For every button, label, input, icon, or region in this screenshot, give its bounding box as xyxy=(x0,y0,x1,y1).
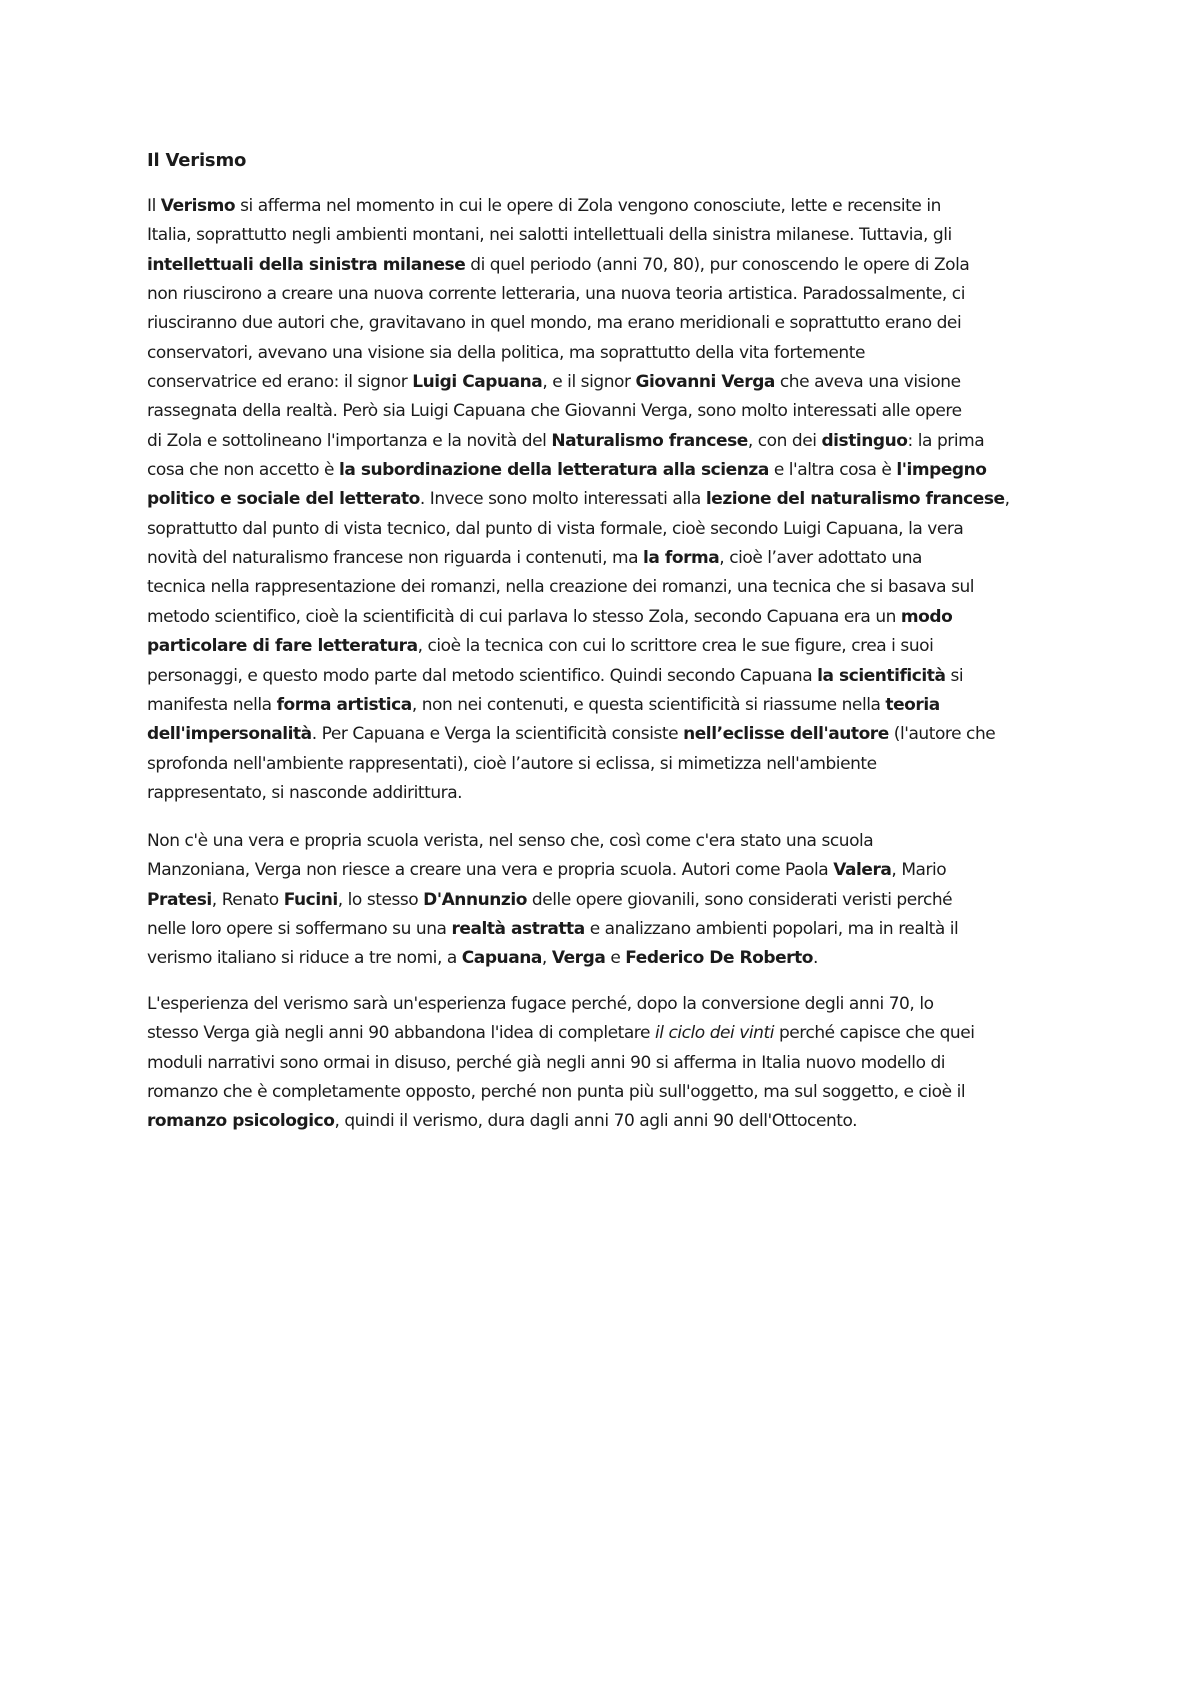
text-line xyxy=(147,750,1077,779)
text-line xyxy=(147,221,1077,250)
text-line xyxy=(147,544,1077,573)
bold-text: Fucini xyxy=(283,889,338,910)
bold-text: Giovanni Verga xyxy=(635,372,775,393)
paragraph-1 xyxy=(147,192,1077,808)
text-run: , Mario xyxy=(891,860,947,881)
text-run: , non nei contenuti, e questa scientificità si riassume nella xyxy=(411,694,886,715)
bold-text: Verismo xyxy=(160,196,236,216)
bold-text: modo xyxy=(900,606,953,627)
text-run: si afferma nel momento in cui le opere di Zola vengono conosciute, lette e recensite in xyxy=(235,196,941,216)
text-run: . Per Capuana e Verga la scientificità consiste xyxy=(311,724,684,745)
text-run: riusciranno due autori che, gravitavano in quel mondo, ma erano meridionali e soprattutto erano dei xyxy=(147,313,962,334)
text-run: manifesta nella xyxy=(147,694,277,715)
text-line xyxy=(147,915,1077,944)
text-run: conservatrice ed erano: il signor xyxy=(147,372,413,393)
text-line xyxy=(147,515,1077,544)
text-run: rassegnata della realtà. Però sia Luigi Capuana che Giovanni Verga, sono molto interessati alle opere xyxy=(147,401,962,422)
text-line xyxy=(147,1107,1077,1136)
text-line xyxy=(147,485,1077,514)
text-run: tecnica nella rappresentazione dei romanzi, nella creazione dei romanzi, una tecnica che si basava sul xyxy=(147,577,975,598)
text-line xyxy=(147,632,1077,661)
text-run: e l'altra cosa è xyxy=(768,460,897,481)
text-line xyxy=(147,339,1077,368)
text-run: (l'autore che xyxy=(888,724,996,745)
text-run: moduli narrativi sono ormai in disuso, perché già negli anni 90 si afferma in Italia nuovo modello di xyxy=(147,1052,946,1073)
text-run: nelle loro opere si soffermano su una xyxy=(147,919,452,940)
bold-text: Verga xyxy=(551,948,606,969)
bold-text: realtà astratta xyxy=(451,919,585,940)
text-run: delle opere giovanili, sono considerati veristi perché xyxy=(526,889,953,910)
bold-text: Luigi Capuana xyxy=(412,372,543,393)
text-line xyxy=(147,251,1077,280)
text-run: , cioè l’aver adottato una xyxy=(719,548,922,569)
text-line xyxy=(147,827,1077,856)
text-run: soprattutto dal punto di vista tecnico, dal punto di vista formale, cioè secondo Luigi Capuana, la vera xyxy=(147,518,964,539)
text-run: , con dei xyxy=(747,430,822,451)
text-run: Manzoniana, Verga non riesce a creare una vera e propria scuola. Autori come Paola xyxy=(147,860,834,881)
text-line xyxy=(147,944,1077,973)
text-run: Il xyxy=(147,196,161,216)
text-run: personaggi, e questo modo parte dal metodo scientifico. Quindi secondo Capuana xyxy=(147,665,818,686)
text-run: stesso Verga già negli anni 90 abbandona l'idea di completare xyxy=(147,1023,655,1044)
text-run: e xyxy=(605,948,626,969)
text-run: . Invece sono molto interessati alla xyxy=(419,489,706,510)
bold-text: D'Annunzio xyxy=(423,889,527,910)
text-run: , xyxy=(1004,489,1010,510)
text-line xyxy=(147,192,1077,221)
bold-text: Capuana xyxy=(461,948,542,969)
paragraph-3 xyxy=(147,990,1077,1137)
bold-text: nell’eclisse dell'autore xyxy=(683,724,889,745)
bold-text: Federico De Roberto xyxy=(625,948,814,969)
bold-text: la subordinazione della letteratura alla scienza xyxy=(338,460,769,481)
text-line xyxy=(147,456,1077,485)
text-run: cosa che non accetto è xyxy=(147,460,339,481)
text-run: , xyxy=(541,948,552,969)
text-run: che aveva una visione xyxy=(774,372,961,393)
text-run: metodo scientifico, cioè la scientificità di cui parlava lo stesso Zola, secondo Capuana era un xyxy=(147,606,901,627)
text-line xyxy=(147,1019,1077,1048)
paragraph-2 xyxy=(147,827,1077,974)
text-run: romanzo che è completamente opposto, perché non punta più sull'oggetto, ma sul soggetto, e cioè il xyxy=(147,1082,966,1103)
text-run: . xyxy=(813,948,818,969)
document-page xyxy=(147,0,1067,1698)
bold-text: intellettuali della sinistra milanese xyxy=(147,254,466,275)
text-line xyxy=(147,720,1077,749)
text-run: perché capisce che quei xyxy=(773,1023,975,1044)
text-line xyxy=(147,1049,1077,1078)
document-title: Il Verismo xyxy=(147,150,247,171)
text-run: L'esperienza del verismo sarà un'esperienza fugace perché, dopo la conversione degli anni 70, lo xyxy=(147,994,934,1014)
text-line xyxy=(147,662,1077,691)
text-run: , Renato xyxy=(211,889,284,910)
text-run: e analizzano ambienti popolari, ma in realtà il xyxy=(584,919,959,940)
text-line xyxy=(147,990,1077,1019)
text-run: : la prima xyxy=(907,430,985,451)
bold-text: Naturalismo francese xyxy=(551,430,748,451)
text-run: sprofonda nell'ambiente rappresentati), cioè l’autore si eclissa, si mimetizza nell'ambiente xyxy=(147,753,877,774)
text-run: Italia, soprattutto negli ambienti montani, nei salotti intellettuali della sinistra milanese. Tuttavia, gli xyxy=(147,225,952,246)
text-line xyxy=(147,691,1077,720)
text-line xyxy=(147,280,1077,309)
text-line xyxy=(147,856,1077,885)
text-run: non riuscirono a creare una nuova corrente letteraria, una nuova teoria artistica. Paradossalmente, ci xyxy=(147,284,965,305)
text-run: verismo italiano si riduce a tre nomi, a xyxy=(147,948,462,969)
text-run: si xyxy=(945,665,964,686)
text-run: , quindi il verismo, dura dagli anni 70 agli anni 90 dell'Ottocento. xyxy=(334,1111,858,1132)
bold-text: distinguo xyxy=(821,430,908,451)
text-run: di quel periodo (anni 70, 80), pur conoscendo le opere di Zola xyxy=(465,254,970,275)
bold-text: dell'impersonalità xyxy=(147,724,312,745)
bold-text: teoria xyxy=(885,694,940,715)
text-line xyxy=(147,886,1077,915)
bold-text: politico e sociale del letterato xyxy=(147,489,420,510)
text-run: conservatori, avevano una visione sia della politica, ma soprattutto della vita fortemente xyxy=(147,342,865,363)
text-line xyxy=(147,427,1077,456)
text-run: , e il signor xyxy=(542,372,636,393)
text-run: Non c'è una vera e propria scuola verista, nel senso che, così come c'era stato una scuola xyxy=(147,831,874,851)
bold-text: particolare di fare letteratura xyxy=(147,636,418,657)
text-run: rappresentato, si nasconde addirittura. xyxy=(147,782,463,803)
text-line xyxy=(147,397,1077,426)
bold-text: forma artistica xyxy=(276,694,412,715)
bold-text: Valera xyxy=(833,860,892,881)
bold-text: lezione del naturalismo francese xyxy=(705,489,1005,510)
bold-text: Pratesi xyxy=(147,889,212,910)
text-line xyxy=(147,1078,1077,1107)
text-line xyxy=(147,573,1077,602)
bold-text: l'impegno xyxy=(896,460,987,481)
text-run: , lo stesso xyxy=(337,889,424,910)
bold-text: romanzo psicologico xyxy=(147,1111,335,1132)
italic-text: il ciclo dei vinti xyxy=(654,1023,774,1044)
text-line xyxy=(147,779,1077,808)
text-run: novità del naturalismo francese non riguarda i contenuti, ma xyxy=(147,548,644,569)
bold-text: la forma xyxy=(643,548,720,569)
text-run: , cioè la tecnica con cui lo scrittore crea le sue figure, crea i suoi xyxy=(417,636,934,657)
text-line xyxy=(147,603,1077,632)
bold-text: la scientificità xyxy=(817,665,946,686)
text-line xyxy=(147,368,1077,397)
text-line xyxy=(147,309,1077,338)
text-run: di Zola e sottolineano l'importanza e la novità del xyxy=(147,430,552,451)
